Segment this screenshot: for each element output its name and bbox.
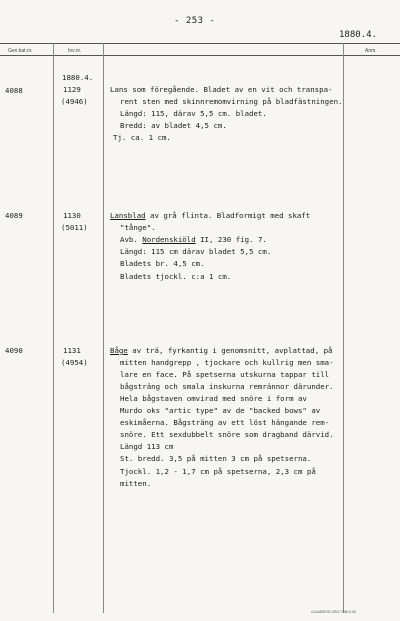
description-line: mitten handgrepp , tjockare och kullrig men sma- <box>120 358 334 367</box>
description-line <box>110 210 310 222</box>
description-line: Tjockl. 1,2 - 1,7 cm på spetserna, 2,3 cm på <box>120 467 316 476</box>
gen-kat-nr: 4090 <box>5 346 23 355</box>
inv-nr: 1130 <box>63 211 81 220</box>
description-line: Längd 113 cm <box>120 442 174 451</box>
inv-year: 1880.4. <box>62 73 94 82</box>
inv-nr: 1129 <box>63 85 81 94</box>
reference-rest: II, 230 fig. 7. <box>195 235 267 244</box>
description-line: rent sten med skinnremomvirning på bladfästningen. <box>120 97 343 106</box>
reference-line <box>120 234 267 246</box>
column-header-inv: Inv.nr. <box>68 48 82 54</box>
description-line: St. bredd. 3,5 på mitten 3 cm på spetserna. <box>120 454 312 463</box>
top-rule <box>0 43 400 44</box>
column-header-gen-kat: Gen.kat.nr. <box>8 48 33 54</box>
column-header-anm: Anm. <box>365 48 377 54</box>
description-line: Bredd: av bladet 4,5 cm. <box>120 121 227 130</box>
column-divider-3 <box>343 43 344 613</box>
description-line: eskimåerna. Bågsträng av ett löst hängande rem- <box>120 418 330 427</box>
description-line: lare en face. På spetserna utskurna tappar till <box>120 370 330 379</box>
description-line: Längd: 115 cm därav bladet 5,5 cm. <box>120 247 272 256</box>
description-line: Murdo oks "artic type" av de "backed bows" av <box>120 406 321 415</box>
reference-author: Nordenskiöld <box>142 235 196 244</box>
description-line <box>110 345 333 357</box>
printer-imprint: GLANDERS.GRO.7486.5.49. <box>311 610 357 614</box>
description-line: Tj. ca. 1 cm. <box>113 133 171 142</box>
description-line: Längd: 115, därav 5,5 cm. bladet. <box>120 109 267 118</box>
description-line: Hela bågstaven omvirad med snöre i form av <box>120 394 307 403</box>
description-line: mitten. <box>120 479 152 488</box>
header-rule <box>0 55 400 56</box>
column-divider-2 <box>103 43 104 613</box>
description-line: Bladets br. 4,5 cm. <box>120 259 205 268</box>
description-line: Lans som föregående. Bladet av en vit och transpa- <box>110 85 333 94</box>
description-line: Bladets tjockl. c:a 1 cm. <box>120 272 232 281</box>
description-line: "tånge". <box>120 223 156 232</box>
page-year: 1880.4. <box>339 30 377 40</box>
alt-nr: (4946) <box>61 97 88 106</box>
alt-nr: (4954) <box>61 358 88 367</box>
description-line: bågsträng och smala inskurna remrännor därunder. <box>120 382 334 391</box>
alt-nr: (5011) <box>61 223 88 232</box>
object-name: Båge <box>110 346 128 355</box>
description-line: snöre. Ett sexdubbelt snöre som dragband därvid. <box>120 430 334 439</box>
object-name: Lansblad <box>110 211 146 220</box>
inv-nr: 1131 <box>63 346 81 355</box>
gen-kat-nr: 4089 <box>5 211 23 220</box>
description-text: av grå flinta. Bladformigt med skaft <box>145 211 311 220</box>
page-number: - 253 - <box>174 16 216 26</box>
gen-kat-nr: 4088 <box>5 86 23 95</box>
column-divider-1 <box>53 43 54 613</box>
description-text: av trä, fyrkantig i genomsnitt, avplattad, på <box>127 346 333 355</box>
reference-prefix: Avb. <box>120 235 143 244</box>
